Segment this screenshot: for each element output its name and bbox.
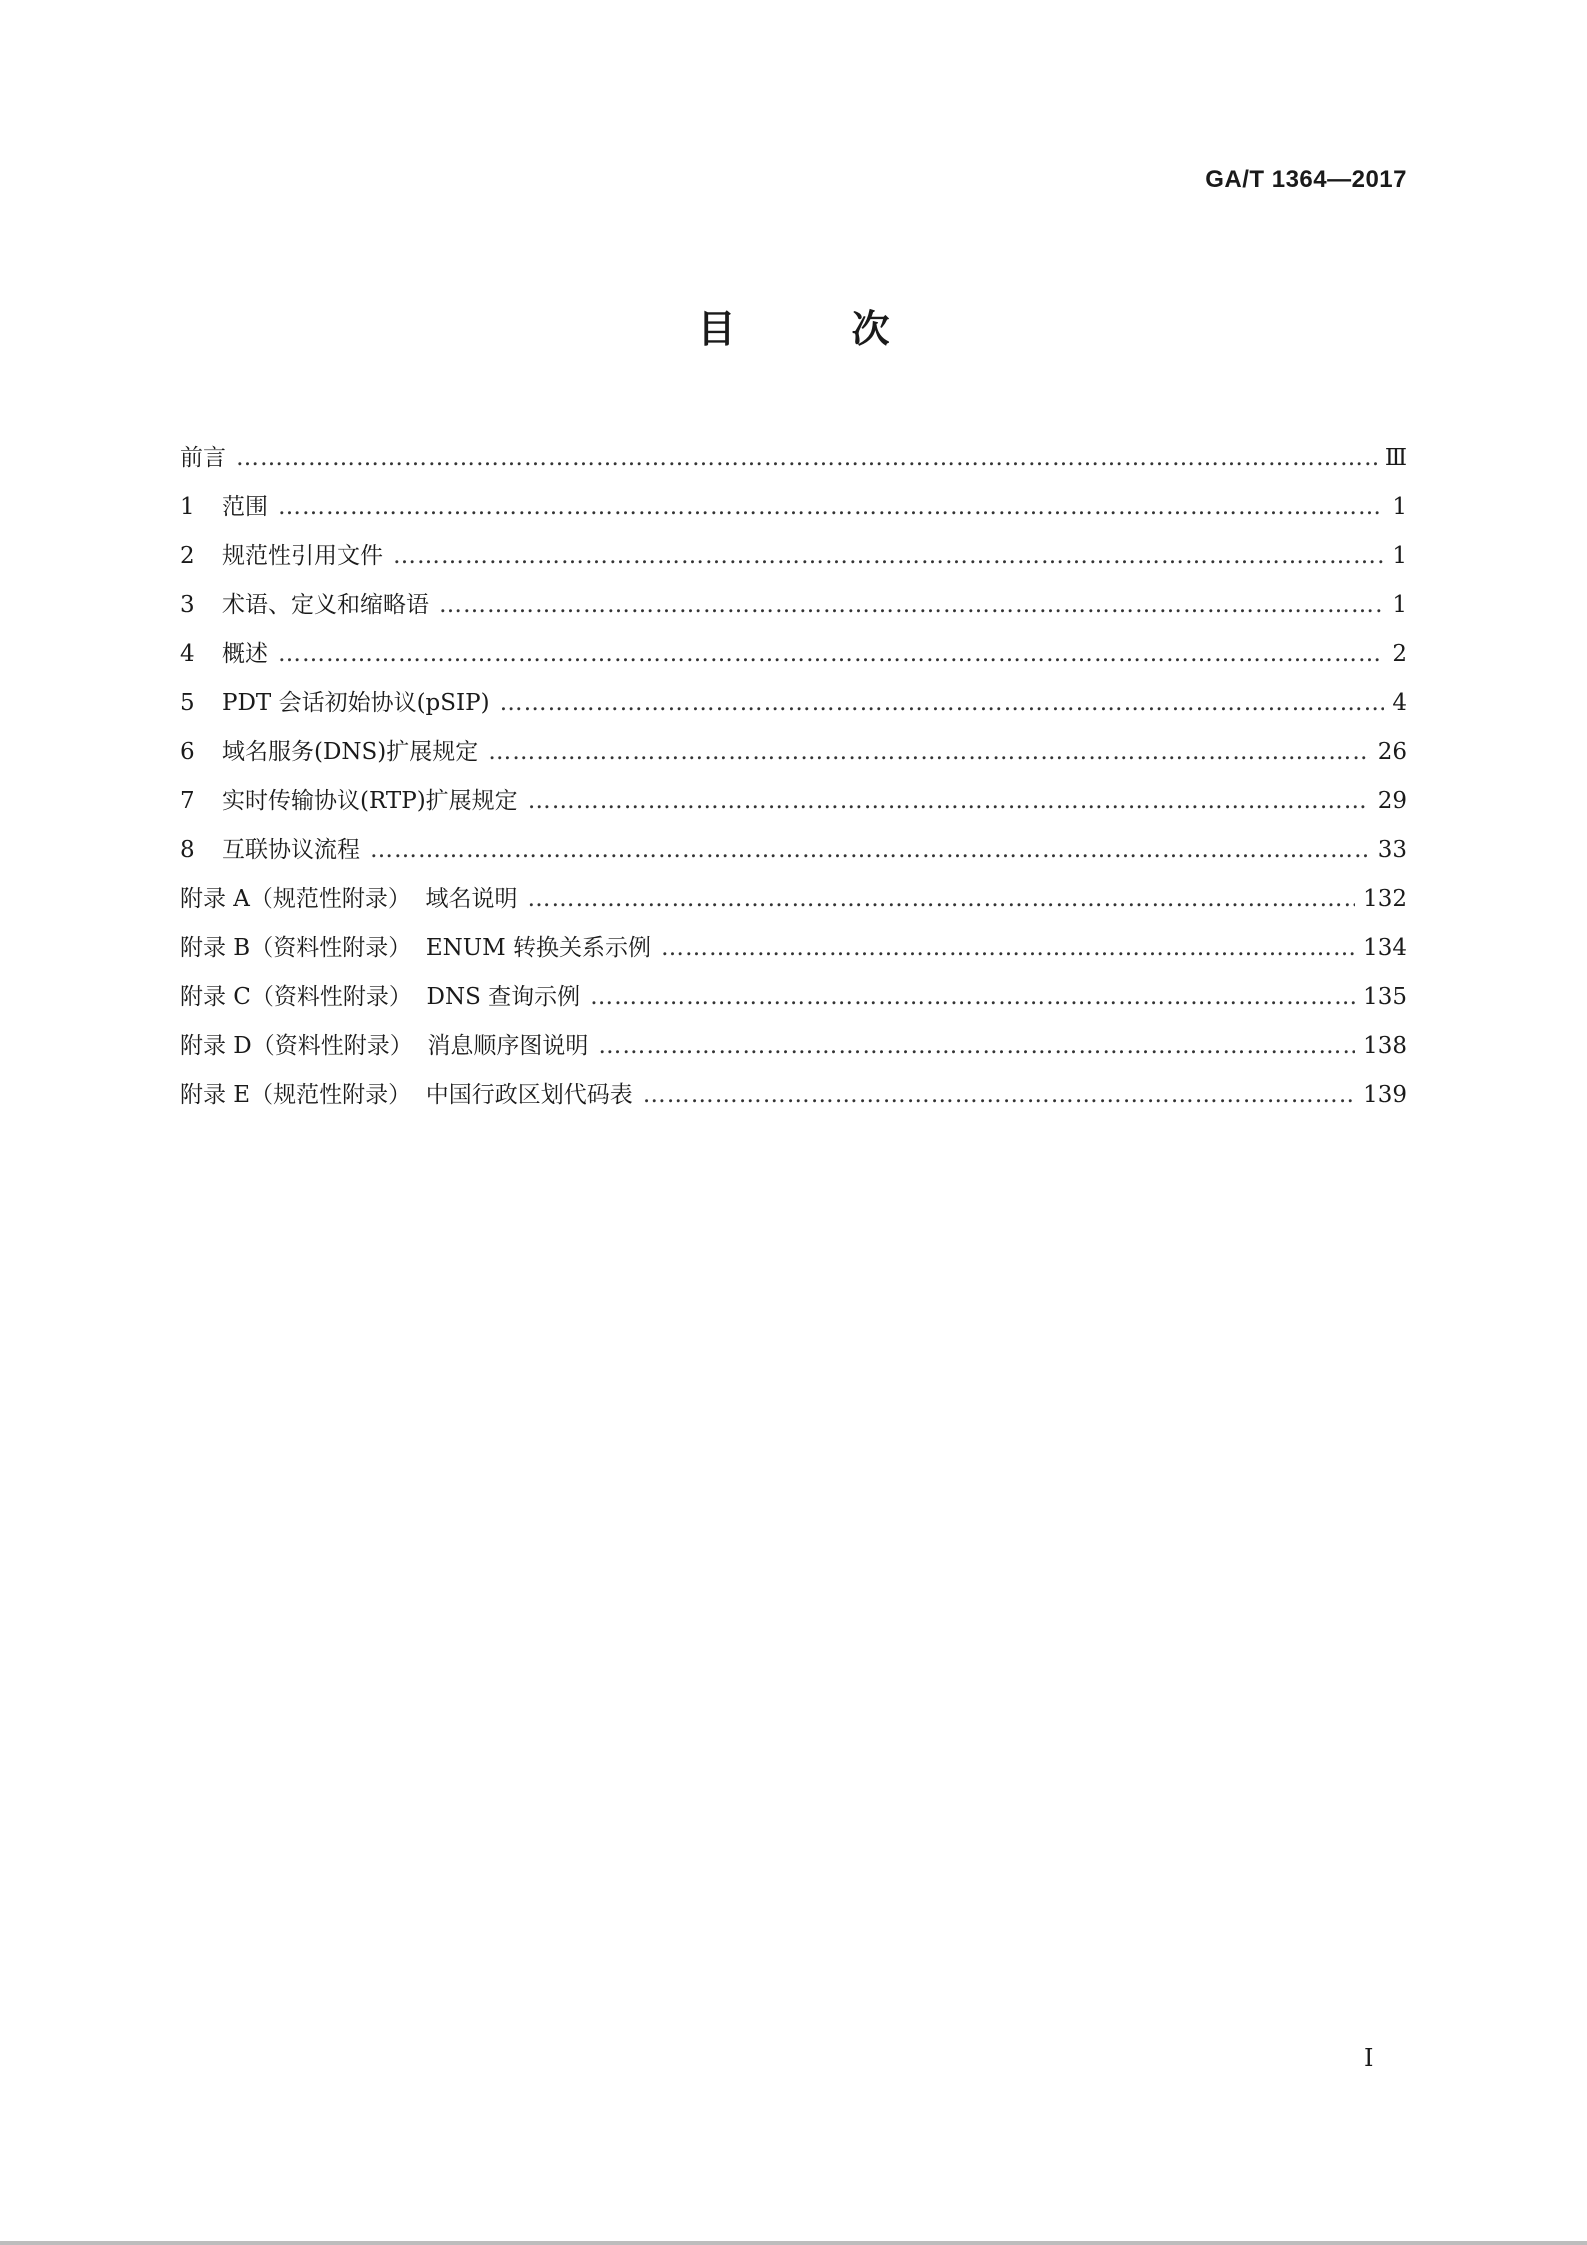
toc-leader-dots — [278, 483, 1384, 532]
toc-entry-label: 互联协议流程 — [222, 837, 360, 863]
toc-leader-dots — [643, 1071, 1355, 1120]
toc-entry-page: 138 — [1363, 1033, 1407, 1059]
toc-entry-appendix-a[interactable] — [180, 875, 1407, 924]
toc-entry-number: 1 — [180, 494, 195, 520]
toc-entry-page: 4 — [1392, 690, 1407, 716]
toc-entry-page: 132 — [1363, 886, 1407, 912]
toc-entry-page: 135 — [1363, 984, 1407, 1010]
toc-entry-label: 附录 A（规范性附录） 域名说明 — [180, 886, 518, 912]
toc-entry-number: 3 — [180, 592, 195, 618]
toc-entry-label: 规范性引用文件 — [222, 543, 383, 569]
toc-entry-appendix-d[interactable] — [180, 1022, 1407, 1071]
page-number: Ⅰ — [1364, 2044, 1374, 2072]
toc-entry-appendix-e[interactable] — [180, 1071, 1407, 1120]
toc-entry-appendix-b[interactable] — [180, 924, 1407, 973]
toc-entry-page: 1 — [1392, 592, 1407, 618]
toc-entry-page: 134 — [1363, 935, 1407, 961]
toc-list — [180, 434, 1407, 1120]
toc-entry-2[interactable] — [180, 532, 1407, 581]
toc-entry-page: 2 — [1392, 641, 1407, 667]
toc-entry-label: 附录 C（资料性附录） DNS 查询示例 — [180, 984, 581, 1010]
toc-entry-number: 4 — [180, 641, 195, 667]
toc-entry-label: 附录 B（资料性附录） ENUM 转换关系示例 — [180, 935, 651, 961]
toc-leader-dots — [488, 728, 1369, 777]
toc-leader-dots — [598, 1022, 1355, 1071]
toc-title-char-1: 目 — [697, 307, 736, 351]
page-bottom-edge — [0, 2241, 1587, 2245]
toc-entry-number: 6 — [180, 739, 195, 765]
toc-entry-7[interactable] — [180, 777, 1407, 826]
toc-entry-label: 域名服务(DNS)扩展规定 — [222, 739, 479, 765]
toc-entry-label: 附录 E（规范性附录） 中国行政区划代码表 — [180, 1082, 633, 1108]
toc-entry-page: 139 — [1363, 1082, 1407, 1108]
toc-entry-label: 概述 — [222, 641, 268, 667]
toc-leader-dots — [590, 973, 1355, 1022]
toc-entry-label: 范围 — [222, 494, 268, 520]
toc-leader-dots — [500, 679, 1385, 728]
toc-entry-number: 7 — [180, 788, 195, 814]
toc-entry-5[interactable] — [180, 679, 1407, 728]
toc-leader-dots — [528, 875, 1356, 924]
toc-leader-dots — [370, 826, 1370, 875]
toc-entry-label: 实时传输协议(RTP)扩展规定 — [222, 788, 518, 814]
toc-entry-4[interactable] — [180, 630, 1407, 679]
toc-entry-page: 26 — [1377, 739, 1407, 765]
toc-entry-number: 2 — [180, 543, 195, 569]
toc-entry-number: 5 — [180, 690, 195, 716]
toc-entry-label: 术语、定义和缩略语 — [222, 592, 429, 618]
toc-entry-page: 29 — [1377, 788, 1407, 814]
toc-leader-dots — [278, 630, 1384, 679]
toc-entry-number: 8 — [180, 837, 195, 863]
toc-entry-page: 1 — [1392, 494, 1407, 520]
toc-leader-dots — [528, 777, 1370, 826]
toc-entry-6[interactable] — [180, 728, 1407, 777]
document-number: GA/T 1364—2017 — [1205, 166, 1407, 193]
toc-leader-dots — [393, 532, 1384, 581]
toc-title — [0, 298, 1587, 353]
toc-entry-appendix-c[interactable] — [180, 973, 1407, 1022]
toc-title-char-2: 次 — [851, 307, 890, 351]
toc-leader-dots — [661, 924, 1355, 973]
toc-entry-label: 前言 — [180, 445, 226, 471]
toc-leader-dots — [236, 434, 1377, 483]
toc-entry-foreword[interactable] — [180, 434, 1407, 483]
toc-entry-page: 1 — [1392, 543, 1407, 569]
toc-entry-label: 附录 D（资料性附录） 消息顺序图说明 — [180, 1033, 589, 1059]
toc-entry-3[interactable] — [180, 581, 1407, 630]
toc-entry-page: 33 — [1377, 837, 1407, 863]
toc-leader-dots — [439, 581, 1384, 630]
toc-entry-1[interactable] — [180, 483, 1407, 532]
toc-entry-page: Ⅲ — [1384, 445, 1407, 471]
toc-entry-8[interactable] — [180, 826, 1407, 875]
toc-entry-label: PDT 会话初始协议(pSIP) — [222, 690, 490, 716]
